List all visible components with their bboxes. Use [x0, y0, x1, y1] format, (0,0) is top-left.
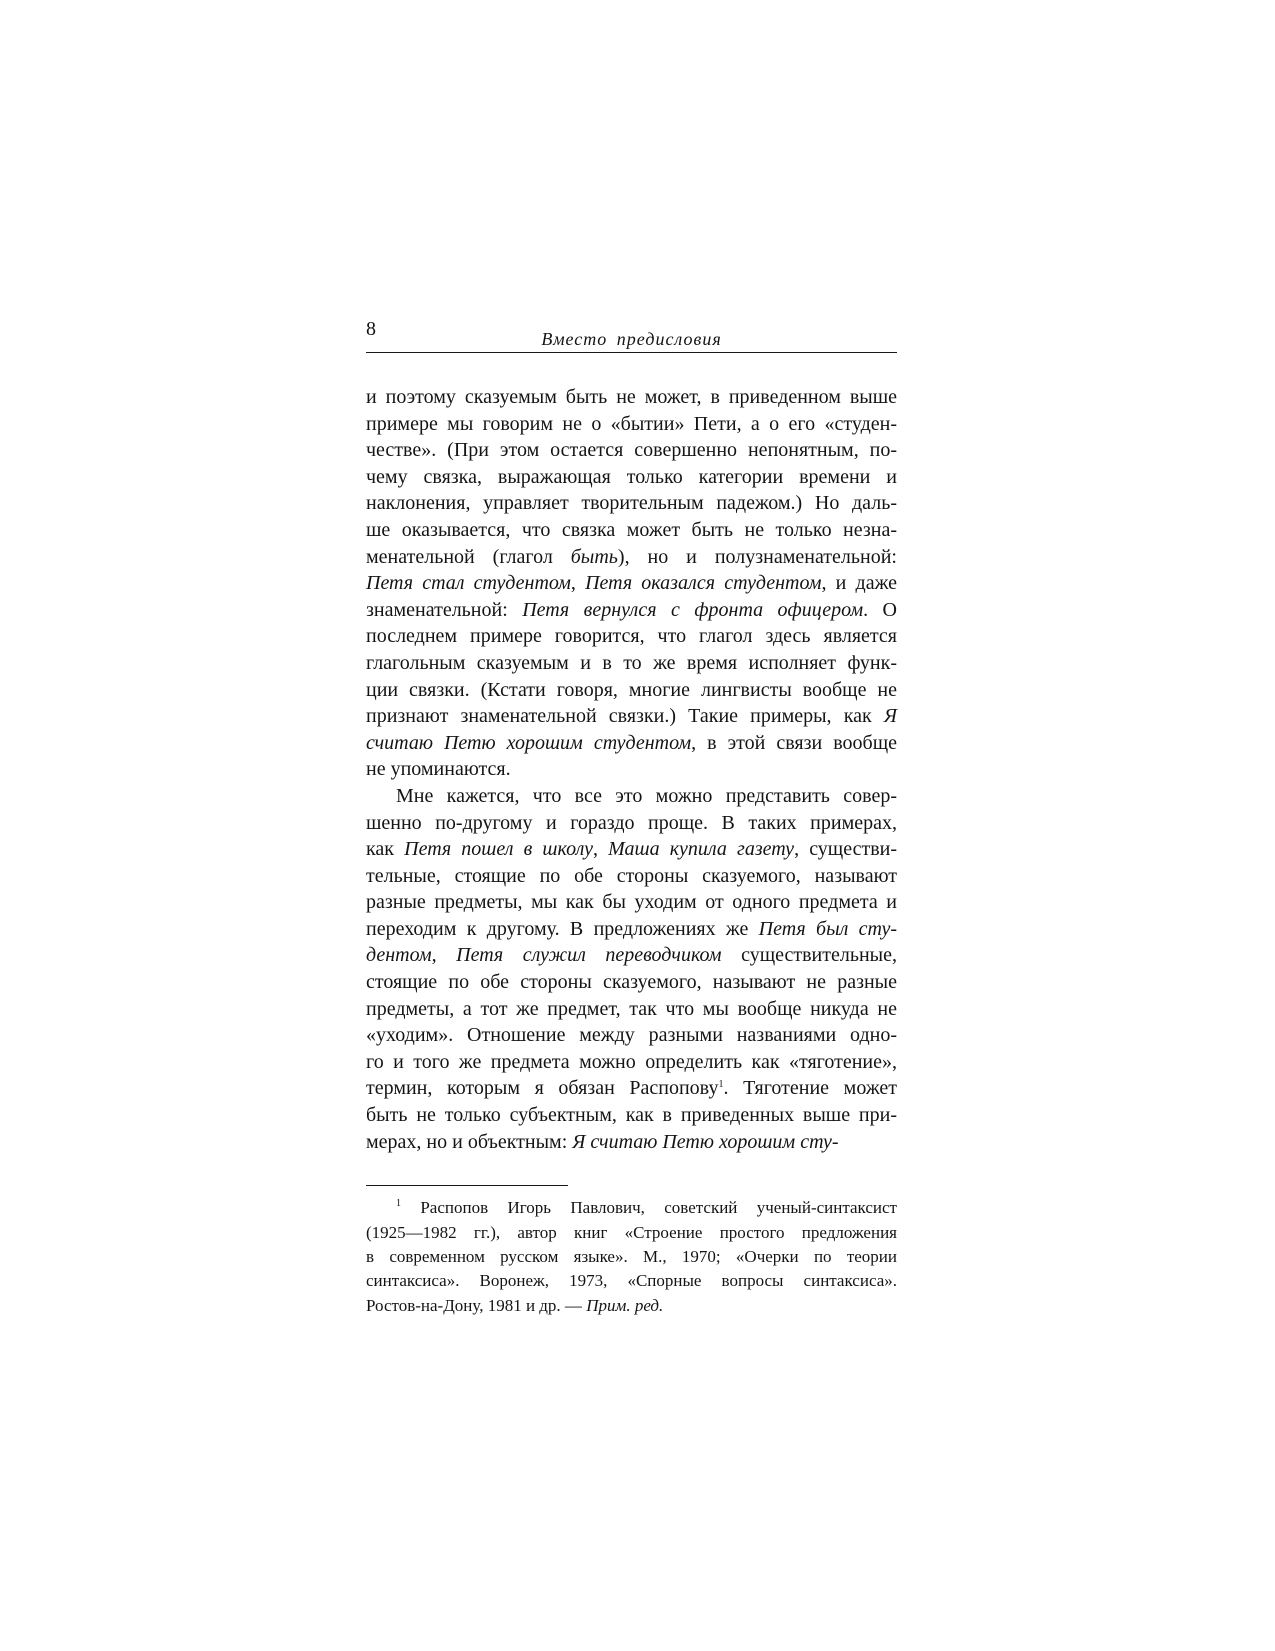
italic-example: Прим. ред.: [586, 1295, 664, 1315]
text-run: наклонения, управляет творительным падежом.) Но даль-: [366, 492, 897, 515]
text-line: [366, 703, 897, 730]
text-line: [366, 544, 897, 571]
text-run: шенно по-другому и гораздо проще. В таких примерах,: [366, 811, 897, 834]
text-line: [366, 916, 897, 943]
text-run: быть не только субъектным, как в приведенных выше при-: [366, 1104, 897, 1127]
text-run: как: [366, 838, 405, 861]
text-run: предметы, а тот же предмет, так что мы вообще никуда не: [366, 997, 897, 1020]
text-line: [366, 1269, 897, 1293]
book-page: [366, 318, 897, 1318]
text-line: [366, 1245, 897, 1269]
text-run: последнем примере говорится, что глагол здесь является: [366, 625, 897, 648]
text-run: , в этой связи вообще: [691, 731, 898, 754]
text-run: мерах, но и объектным:: [366, 1130, 573, 1153]
italic-example: Я считаю Петю хорошим сту-: [572, 1130, 839, 1153]
text-run: честве». (При этом остается совершенно непонятным, по-: [366, 439, 897, 462]
text-run: менательной (глагол: [366, 545, 571, 568]
text-run: и поэтому сказуемым быть не может, в приведенном выше: [366, 386, 897, 408]
text-line: [366, 1196, 897, 1220]
italic-example: Петя стал студентом: [366, 572, 571, 595]
text-run: тельные, стоящие по обе стороны сказуемого, называют: [366, 864, 897, 887]
text-run: разные предметы, мы как бы уходим от одного предмета и: [366, 891, 897, 914]
text-line: [366, 570, 897, 597]
text-line: [366, 677, 897, 704]
text-line: [366, 597, 897, 624]
text-line: [366, 783, 897, 810]
paragraph: [366, 783, 897, 1155]
text-line: [366, 1221, 897, 1245]
text-run: ,: [431, 944, 457, 967]
text-run: (1925—1982 гг.), автор книг «Строение простого предложения: [366, 1222, 897, 1242]
text-run: ше оказывается, что связка может быть не только незна-: [366, 518, 897, 541]
text-run: термин, которым я обязан Распопову: [366, 1077, 719, 1100]
text-run: знаменательной:: [366, 598, 523, 621]
text-run: ), но и полузнаменательной:: [617, 545, 897, 568]
text-line: [366, 810, 897, 837]
italic-example: Петя был сту-: [758, 917, 898, 940]
footnote-marker: 1: [718, 1079, 724, 1091]
italic-example: Петя служил переводчиком: [456, 944, 722, 967]
text-run: существительные,: [721, 944, 897, 967]
text-line: [366, 384, 897, 411]
text-run: синтаксиса». Воронеж, 1973, «Спорные вопросы синтаксиса».: [366, 1271, 897, 1291]
italic-example: считаю Петю хорошим студентом: [366, 731, 692, 754]
footnote-divider: [366, 1185, 568, 1186]
text-run: ,: [570, 572, 586, 595]
text-run: Ростов-на-Дону, 1981 и др. —: [366, 1295, 587, 1315]
running-header: [366, 318, 897, 353]
main-text: [366, 384, 897, 1155]
text-line: [366, 889, 897, 916]
text-line: [366, 863, 897, 890]
text-line: [366, 1129, 897, 1156]
text-run: глагольным сказуемым и в то же время исполняет функ-: [366, 651, 897, 674]
text-run: . Тяготение может: [723, 1077, 898, 1100]
text-line: [366, 650, 897, 677]
text-line: [366, 1075, 897, 1102]
text-line: [366, 730, 897, 757]
text-line: [366, 996, 897, 1023]
italic-example: Петя оказался студентом: [585, 572, 822, 595]
text-run: стоящие по обе стороны сказуемого, называют не разные: [366, 971, 897, 994]
text-run: в современном русском языке». М., 1970; «Очерки по теории: [366, 1247, 897, 1266]
running-title: Вместо предисловия: [541, 329, 722, 349]
italic-example: дентом: [366, 944, 432, 967]
footnote-marker: 1: [396, 1198, 401, 1210]
text-run: , и даже: [821, 572, 898, 595]
text-line: [366, 1022, 897, 1049]
text-line: [366, 464, 897, 491]
paragraph: [366, 384, 897, 783]
text-run: го и того же предмета можно определить как «тяготение»,: [366, 1050, 897, 1073]
text-line: [366, 517, 897, 544]
text-run: . О: [863, 598, 898, 621]
text-run: , существи-: [794, 838, 897, 861]
text-line: [366, 756, 897, 783]
italic-example: Маша купила газету: [608, 838, 795, 861]
text-run: примере мы говорим не о «бытии» Пети, а о его «студен-: [366, 412, 897, 435]
footnote-text: [366, 1196, 897, 1318]
text-run: Мне кажется, что все это можно представить совер-: [396, 784, 897, 807]
italic-example: Петя пошел в школу: [404, 838, 593, 861]
text-line: [366, 1102, 897, 1129]
text-line: [366, 836, 897, 863]
text-run: ,: [592, 838, 609, 861]
italic-example: быть: [570, 545, 618, 568]
text-run: «уходим». Отношение между разными названиями одно-: [366, 1024, 897, 1047]
text-run: ции связки. (Кстати говоря, многие лингвисты вообще не: [366, 678, 897, 701]
text-line: [366, 969, 897, 996]
text-line: [366, 1294, 897, 1318]
text-line: [366, 490, 897, 517]
text-line: [366, 942, 897, 969]
page-number: 8: [366, 318, 376, 340]
text-run: переходим к другому. В предложениях же: [366, 917, 759, 940]
text-run: признают знаменательной связки.) Такие примеры, как: [366, 705, 884, 728]
footnote: [366, 1196, 897, 1318]
text-run: чему связка, выражающая только категории времени и: [366, 465, 897, 488]
text-run: Распопов Игорь Павлович, советский ученый-синтаксист: [401, 1198, 897, 1218]
italic-example: Петя вернулся с фронта офицером: [522, 598, 864, 621]
text-line: [366, 623, 897, 650]
italic-example: Я: [883, 705, 897, 728]
text-line: [366, 411, 897, 438]
text-line: [366, 437, 897, 464]
text-run: не упоминаются.: [366, 758, 511, 781]
text-line: [366, 1049, 897, 1076]
